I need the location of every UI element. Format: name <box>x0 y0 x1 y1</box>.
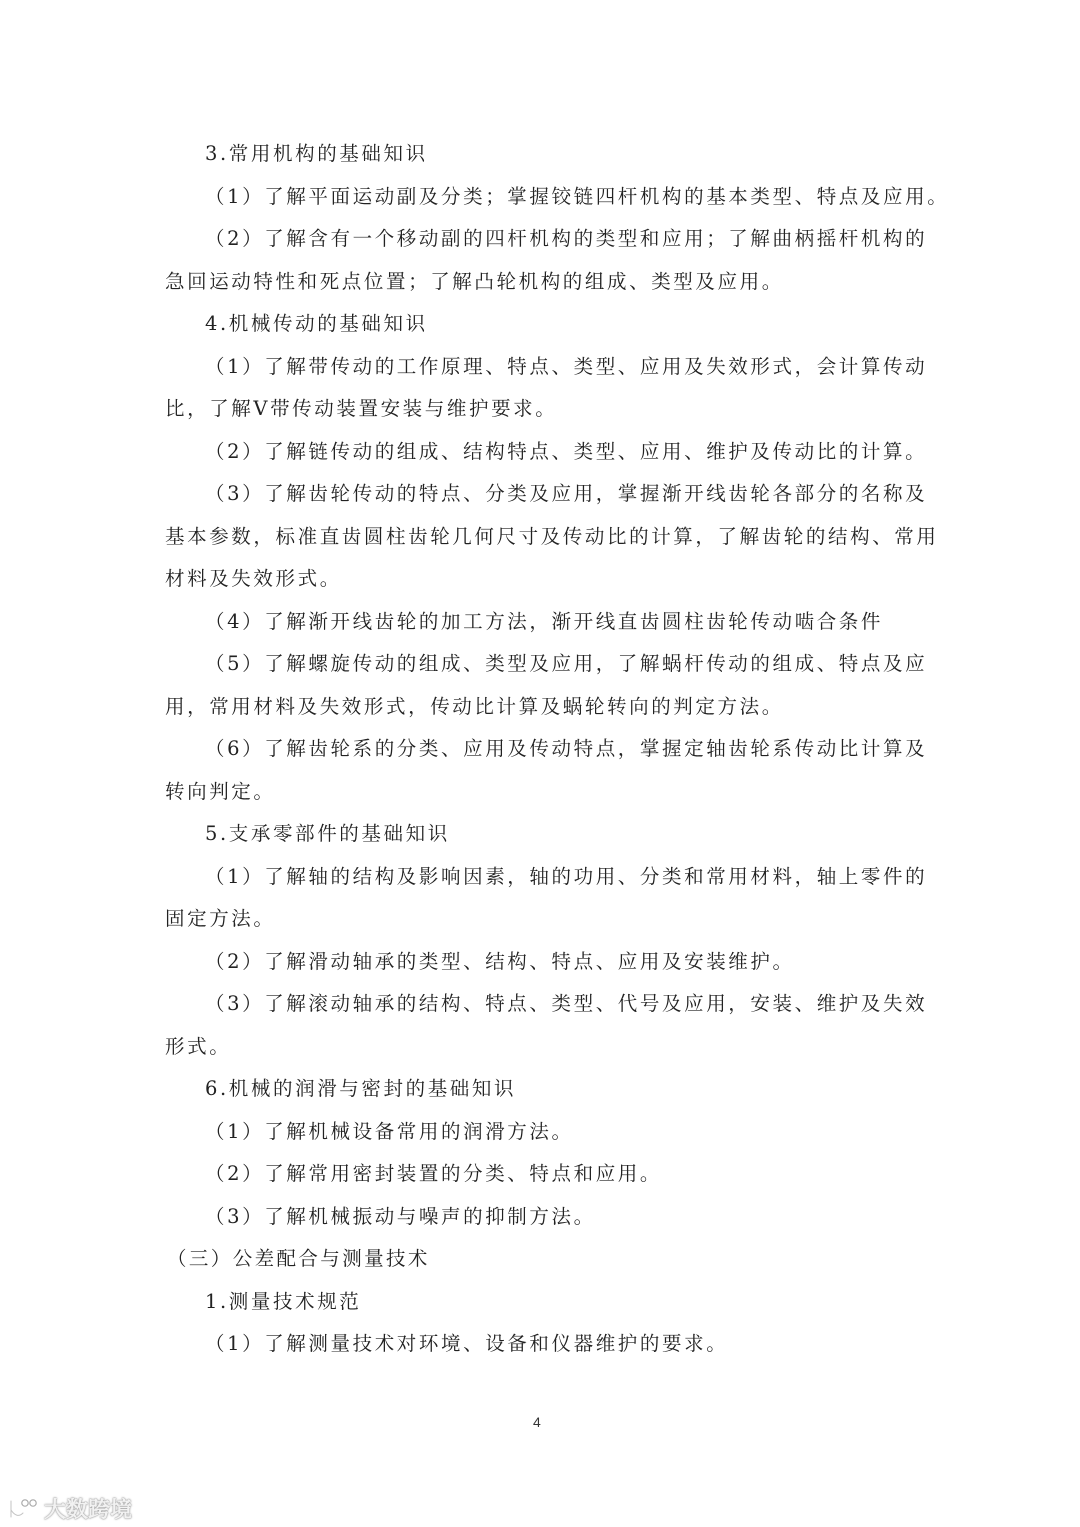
paragraph-line: （1）了解平面运动副及分类；掌握铰链四杆机构的基本类型、特点及应用。 <box>205 184 950 208</box>
paragraph-line: （2）了解滑动轴承的类型、结构、特点、应用及安装维护。 <box>205 949 795 973</box>
paragraph-line: （3）了解机械振动与噪声的抑制方法。 <box>205 1204 596 1228</box>
paragraph-line: （3）了解滚动轴承的结构、特点、类型、代号及应用，安装、维护及失效 <box>205 992 928 1015</box>
paragraph-continuation: 材料及失效形式。 <box>165 567 342 590</box>
paragraph-continuation: 急回运动特性和死点位置；了解凸轮机构的组成、类型及应用。 <box>165 269 784 293</box>
paragraph-continuation: 比，了解V带传动装置安装与维护要求。 <box>165 397 558 420</box>
section-heading: （三）公差配合与测量技术 <box>167 1247 430 1270</box>
watermark <box>8 1493 132 1524</box>
k100-logo-icon <box>8 1497 38 1521</box>
paragraph-line: （5）了解螺旋传动的组成、类型及应用，了解蜗杆传动的组成、特点及应 <box>205 652 928 675</box>
paragraph-line: （1）了解测量技术对环境、设备和仪器维护的要求。 <box>205 1332 729 1355</box>
subsection-heading: 3.常用机构的基础知识 <box>205 142 428 165</box>
subsection-heading: 1.测量技术规范 <box>205 1289 362 1313</box>
paragraph-line: （2）了解含有一个移动副的四杆机构的类型和应用；了解曲柄摇杆机构的 <box>205 227 928 250</box>
paragraph-line: （1）了解轴的结构及影响因素，轴的功用、分类和常用材料，轴上零件的 <box>205 864 928 888</box>
paragraph-continuation: 基本参数，标准直齿圆柱齿轮几何尺寸及传动比的计算，了解齿轮的结构、常用 <box>165 524 939 548</box>
paragraph-line: （1）了解带传动的工作原理、特点、类型、应用及失效形式，会计算传动 <box>205 354 928 378</box>
paragraph-line: （4）了解渐开线齿轮的加工方法，渐开线直齿圆柱齿轮传动啮合条件 <box>205 609 884 633</box>
paragraph-line: （1）了解机械设备常用的润滑方法。 <box>205 1119 574 1143</box>
paragraph-line: （3）了解齿轮传动的特点、分类及应用，掌握渐开线齿轮各部分的名称及 <box>205 482 928 505</box>
watermark-text: 大数跨境 <box>44 1498 133 1523</box>
document-body <box>165 133 950 1366</box>
subsection-heading: 5.支承零部件的基础知识 <box>205 822 450 845</box>
paragraph-line: （6）了解齿轮系的分类、应用及传动特点，掌握定轴齿轮系传动比计算及 <box>205 737 928 760</box>
paragraph-continuation: 固定方法。 <box>165 907 276 930</box>
paragraph-continuation: 转向判定。 <box>165 779 276 803</box>
page-number: 4 <box>533 1414 541 1430</box>
paragraph-line: （2）了解链传动的组成、结构特点、类型、应用、维护及传动比的计算。 <box>205 439 928 463</box>
subsection-heading: 4.机械传动的基础知识 <box>205 312 428 335</box>
paragraph-continuation: 用，常用材料及失效形式，传动比计算及蜗轮转向的判定方法。 <box>165 694 784 718</box>
subsection-heading: 6.机械的润滑与密封的基础知识 <box>205 1077 517 1100</box>
paragraph-line: （2）了解常用密封装置的分类、特点和应用。 <box>205 1162 663 1185</box>
paragraph-continuation: 形式。 <box>165 1034 232 1058</box>
